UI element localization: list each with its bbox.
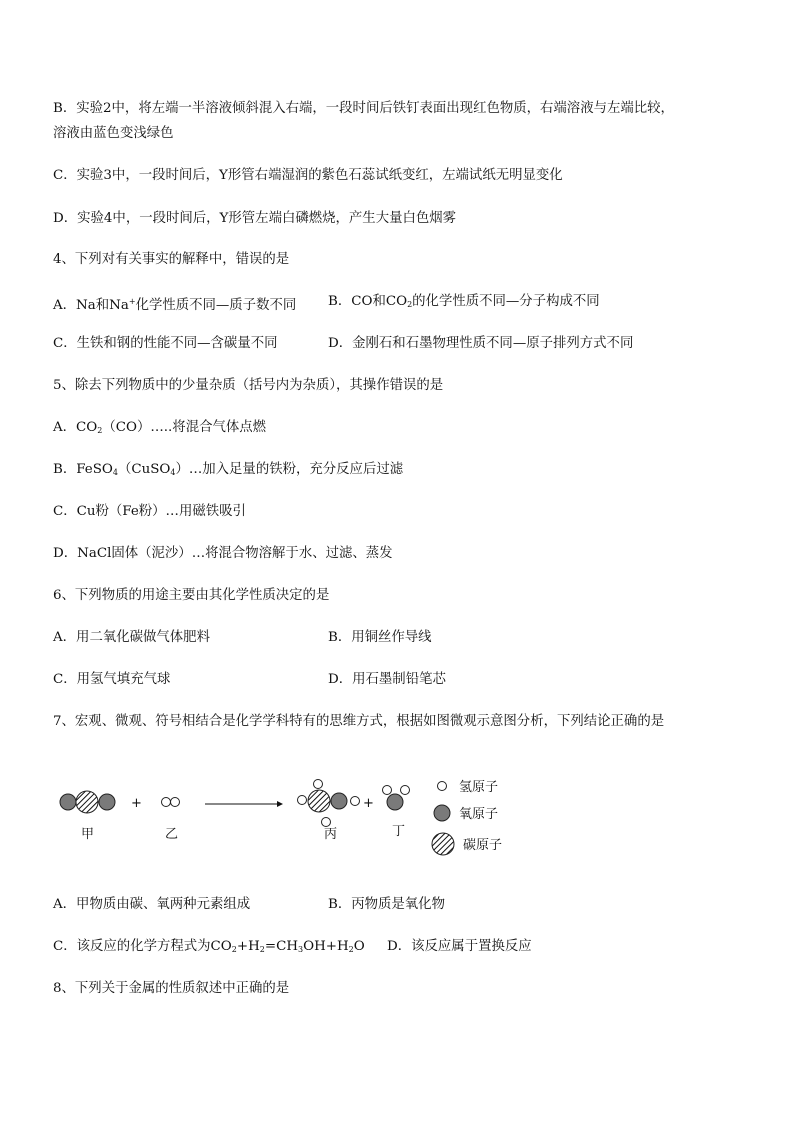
q5-option-b: B．FeSO$_4$（CuSO$_4$）…加入足量的铁粉，充分反应后过滤 [53,462,404,477]
q7-option-d: D．该反应属于置换反应 [387,939,532,954]
label-jia: 甲 [81,827,95,842]
q4-option-b: B．CO和$CO_2$的化学性质不同—分子构成不同 [328,294,600,309]
plus-sign-2: + [363,796,374,811]
question-8: 8、下列关于金属的性质叙述中正确的是 [53,981,290,996]
label-bing: 丙 [324,827,338,842]
q4-option-d: D．金刚石和石墨物理性质不同—原子排列方式不同 [328,336,634,351]
q6-option-b: B．用铜丝作导线 [328,630,432,645]
question-6: 6、下列物质的用途主要由其化学性质决定的是 [53,588,330,603]
reaction-arrow [205,801,283,807]
question-5: 5、除去下列物质中的少量杂质（括号内为杂质），其操作错误的是 [53,378,444,393]
label-ding: 丁 [392,824,406,839]
reaction-diagram [53,772,553,862]
question-7: 7、宏观、微观、符号相结合是化学学科特有的思维方式，根据如图微观示意图分析，下列结论正确的是 [53,714,665,729]
option-b-line1: B．实验2中，将左端一半溶液倾斜混入右端，一段时间后铁钉表面出现红色物质，右端溶液与左端比较， [53,101,674,116]
legend [432,780,502,855]
q6-option-d: D．用石墨制铅笔芯 [328,672,446,687]
molecule-yi [162,798,180,807]
label-yi: 乙 [165,827,179,842]
q4-option-c: C．生铁和钢的性能不同—含碳量不同 [53,336,278,351]
q7-option-b: B．丙物质是氧化物 [328,897,445,912]
option-d: D．实验4中，一段时间后，Y形管左端白磷燃烧，产生大量白色烟雾 [53,211,457,226]
q5-option-c: C．Cu粉（Fe粉）…用磁铁吸引 [53,504,246,519]
option-c: C．实验3中，一段时间后，Y形管右端湿润的紫色石蕊试纸变红，左端试纸无明显变化 [53,168,563,183]
legend-oxygen: 氧原子 [459,807,499,822]
molecule-bing [298,780,360,827]
option-b-line2: 溶液由蓝色变浅绿色 [53,126,174,141]
plus-sign-1: + [131,796,142,811]
molecule-jia [60,791,115,813]
molecule-ding [383,786,410,811]
q6-option-c: C．用氢气填充气球 [53,672,171,687]
q7-option-c: C．该反应的化学方程式为$CO_2+H_2=CH_3OH+H_2O$ [53,939,365,954]
q5-option-a: A．$CO_2(CO)\dots$..将混合气体点燃 [53,420,267,435]
q6-option-a: A．用二氧化碳做气体肥料 [53,630,210,645]
q4-option-a: A．Na和Na+化学性质不同—质子数不同 [53,297,297,313]
q7-option-a: A．甲物质由碳、氧两种元素组成 [53,897,251,912]
legend-carbon: 碳原子 [463,838,503,853]
legend-hydrogen: 氢原子 [459,780,499,795]
q5-option-d: D．NaCl固体（泥沙）…将混合物溶解于水、过滤、蒸发 [53,546,393,561]
question-4: 4、下列对有关事实的解释中，错误的是 [53,252,290,267]
